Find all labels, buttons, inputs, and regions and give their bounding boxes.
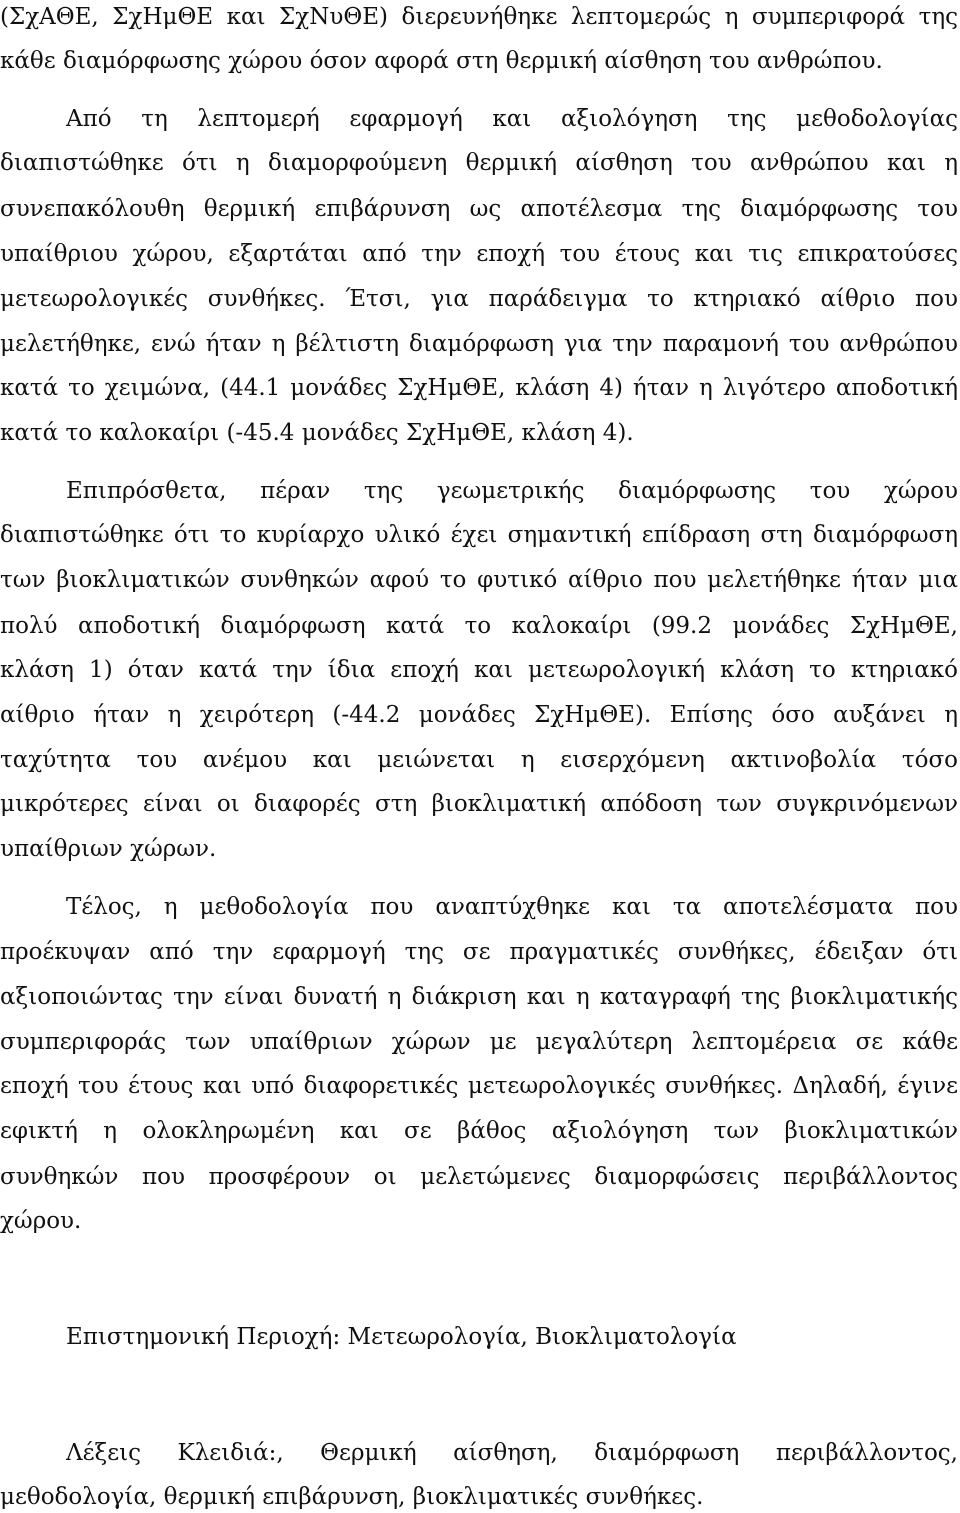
para2-line-4: πολύ αποδοτική διαμόρφωση κατά το καλοκαίρι (99.2 μονάδες ΣχΗμΘΕ,	[0, 613, 958, 639]
para3-line-1: Τέλος, η μεθοδολογία που αναπτύχθηκε και τα αποτελέσματα που	[66, 894, 958, 920]
para1-line-4: υπαίθριου χώρου, εξαρτάται από την εποχή του έτους και τις επικρατούσες	[0, 241, 958, 267]
para2-line-5: κλάση 1) όταν κατά την ίδια εποχή και μετεωρολογική κλάση το κτηριακό	[0, 657, 958, 683]
para1-line-1: Από τη λεπτομερή εφαρμογή και αξιολόγηση της μεθοδολογίας	[66, 106, 958, 132]
para2-line-1: Επιπρόσθετα, πέραν της γεωμετρικής διαμόρφωσης του χώρου	[66, 478, 958, 504]
para1-line-6: μελετήθηκε, ενώ ήταν η βέλτιστη διαμόρφωση για την παραμονή του ανθρώπου	[0, 331, 958, 357]
para3-line-3: αξιοποιώντας την είναι δυνατή η διάκριση και η καταγραφή της βιοκλιματικής	[0, 984, 958, 1010]
para3-line-4: συμπεριφοράς των υπαίθριων χώρων με μεγαλύτερη λεπτομέρεια σε κάθε	[0, 1029, 958, 1055]
para3-line-8: χώρου.	[0, 1208, 82, 1234]
para1-line-3: συνεπακόλουθη θερμική επιβάρυνση ως αποτέλεσμα της διαμόρφωσης του	[0, 196, 958, 222]
keywords-line-1: Λέξεις Κλειδιά:, Θερμική αίσθηση, διαμόρφωση περιβάλλοντος,	[66, 1440, 958, 1466]
para1-line-2: διαπιστώθηκε ότι η διαμορφούμενη θερμική αίσθηση του ανθρώπου και η	[0, 150, 958, 176]
para2-line-6: αίθριο ήταν η χειρότερη (-44.2 μονάδες ΣχΗμΘΕ). Επίσης όσο αυξάνει η	[0, 702, 958, 728]
scientific-area: Επιστημονική Περιοχή: Μετεωρολογία, Βιοκλιματολογία	[66, 1324, 737, 1350]
para1-line-5: μετεωρολογικές συνθήκες. Έτσι, για παράδειγμα το κτηριακό αίθριο που	[0, 286, 958, 312]
para2-line-9: υπαίθριων χώρων.	[0, 836, 217, 862]
para3-line-2: προέκυψαν από την εφαρμογή της σε πραγματικές συνθήκες, έδειξαν ότι	[0, 939, 958, 965]
para1-line-8: κατά το καλοκαίρι (-45.4 μονάδες ΣχΗμΘΕ, κλάση 4).	[0, 420, 634, 446]
para3-line-5: εποχή του έτους και υπό διαφορετικές μετεωρολογικές συνθήκες. Δηλαδή, έγινε	[0, 1073, 958, 1099]
intro-line-1: (ΣχΑΘΕ, ΣχΗμΘΕ και ΣχΝυΘΕ) διερευνήθηκε λεπτομερώς η συμπεριφορά της	[0, 4, 958, 30]
keywords-line-2: μεθοδολογία, θερμική επιβάρυνση, βιοκλιματικές συνθήκες.	[0, 1484, 704, 1510]
para2-line-3: των βιοκλιματικών συνθηκών αφού το φυτικό αίθριο που μελετήθηκε ήταν μια	[0, 567, 958, 593]
para3-line-7: συνθηκών που προσφέρουν οι μελετώμενες διαμορφώσεις περιβάλλοντος	[0, 1164, 958, 1190]
para2-line-7: ταχύτητα του ανέμου και μειώνεται η εισερχόμενη ακτινοβολία τόσο	[0, 747, 958, 773]
para2-line-8: μικρότερες είναι οι διαφορές στη βιοκλιματική απόδοση των συγκρινόμενων	[0, 791, 958, 817]
intro-line-2: κάθε διαμόρφωσης χώρου όσον αφορά στη θερμική αίσθηση του ανθρώπου.	[0, 48, 883, 74]
para1-line-7: κατά το χειμώνα, (44.1 μονάδες ΣχΗμΘΕ, κλάση 4) ήταν η λιγότερο αποδοτική	[0, 375, 958, 401]
para2-line-2: διαπιστώθηκε ότι το κυρίαρχο υλικό έχει σημαντική επίδραση στη διαμόρφωση	[0, 522, 958, 548]
para3-line-6: εφικτή η ολοκληρωμένη και σε βάθος αξιολόγηση των βιοκλιματικών	[0, 1118, 958, 1144]
